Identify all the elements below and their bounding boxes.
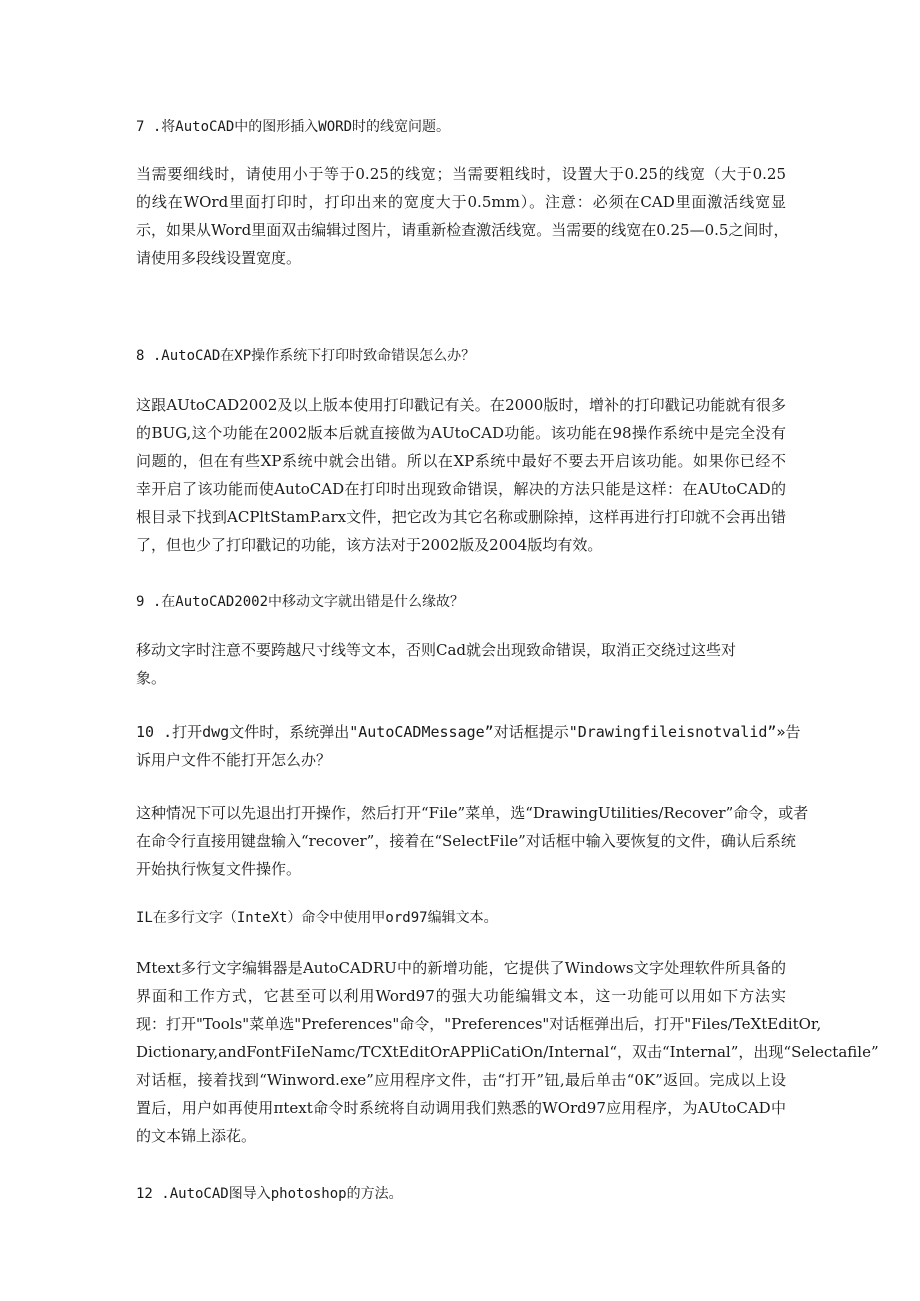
paragraph-9 <box>136 636 786 692</box>
heading-9: 9 .在AutoCAD2002中移动文字就出错是什么缘故？ <box>136 594 465 610</box>
paragraph-line: 根目录下找到ACPltStamP.arx文件，把它改为其它名称或删除掉，这样再进行打印就不会再出错 <box>136 508 786 526</box>
paragraph-line: 幸开启了该功能而使AutoCAD在打印时出现致命错误，解决的方法只能是这样：在AUtoCAD的 <box>136 480 786 498</box>
heading-11: IL在多行文字（InteXt）命令中使用甲ord97编辑文本。 <box>136 910 498 926</box>
heading-8: 8 .AutoCAD在XP操作系统下打印时致命错误怎么办？ <box>136 348 476 364</box>
paragraph-line: 的BUG,这个功能在2002版本后就直接做为AUtoCAD功能。该功能在98操作系统中是完全没有 <box>136 424 786 442</box>
paragraph-line: 的线在WOrd里面打印时，打印出来的宽度大于0.5mm）。注意：必须在CAD里面激活线宽显 <box>136 193 786 211</box>
heading-10 <box>136 718 801 774</box>
paragraph-line: 移动文字时注意不要跨越尺寸线等文本，否则Cad就会出现致命错误，取消正交绕过这些对 <box>136 641 737 659</box>
paragraph-line: Mtext多行文字编辑器是AutoCADRU中的新增功能，它提供了Windows文字处理软件所具备的 <box>136 959 786 977</box>
paragraph-line: 了，但也少了打印戳记的功能，该方法对于2002版及2004版均有效。 <box>136 536 603 554</box>
heading-12: 12 .AutoCAD图导入photoshop的方法。 <box>136 1186 403 1202</box>
paragraph-line: 界面和工作方式，它甚至可以利用Word97的强大功能编辑文本，这一功能可以用如下方法实 <box>136 987 786 1005</box>
paragraph-line: 在命令行直接用键盘输入“recover”，接着在“SelectFile”对话框中输入要恢复的文件，确认后系统 <box>136 832 796 850</box>
paragraph-line: 对话框，接着找到“Winword.exe”应用程序文件，击“打开”钮,最后单击“0K”返回。完成以上设 <box>136 1071 786 1089</box>
paragraph-line: 开始执行恢复文件操作。 <box>136 860 302 878</box>
paragraph-line: 示，如果从Word里面双击编辑过图片，请重新检查激活线宽。当需要的线宽在0.25—0.5之间时， <box>136 221 789 239</box>
paragraph-line: Dictionary,andFontFiIeNamc/TCXtEditOrAPPliCatiOn/Internal“，双击“Internal”，出现“Selectafile” <box>136 1043 879 1061</box>
paragraph-line: 这种情况下可以先退出打开操作，然后打开“File”菜单，选“DrawingUtilities/Recover”命令，或者 <box>136 804 809 822</box>
paragraph-line: 问题的，但在有些XP系统中就会出错。所以在XP系统中最好不要去开启该功能。如果你已经不 <box>136 452 786 470</box>
heading-line: 诉用户文件不能打开怎么办？ <box>136 751 332 769</box>
paragraph-line: 置后，用户如再使用πtext命令时系统将自动调用我们熟悉的WOrd97应用程序，为AUtoCAD中 <box>136 1099 786 1117</box>
heading-7: 7 .将AutoCAD中的图形插入WORD时的线宽问题。 <box>136 119 451 135</box>
paragraph-11 <box>136 954 879 1150</box>
paragraph-line: 的文本锦上添花。 <box>136 1127 257 1145</box>
paragraph-line: 象。 <box>136 669 167 687</box>
paragraph-7 <box>136 160 789 272</box>
paragraph-line: 现：打开"Tools"菜单选"Preferences"命令，"Preferences"对话框弹出后，打开"Files/TeXtEditOr, <box>136 1015 822 1033</box>
paragraph-line: 当需要细线时，请使用小于等于0.25的线宽；当需要粗线时，设置大于0.25的线宽（大于0.25 <box>136 165 786 183</box>
paragraph-10 <box>136 799 809 883</box>
paragraph-8 <box>136 391 786 559</box>
paragraph-line: 这跟AUtoCAD2002及以上版本使用打印戳记有关。在2000版时，增补的打印戳记功能就有很多 <box>136 396 786 414</box>
paragraph-line: 请使用多段线设置宽度。 <box>136 249 302 267</box>
heading-line: 10 .打开dwg文件时，系统弹出"AutoCADMessage”对话框提示"Drawingfileisnotvalid”»告 <box>136 723 801 741</box>
